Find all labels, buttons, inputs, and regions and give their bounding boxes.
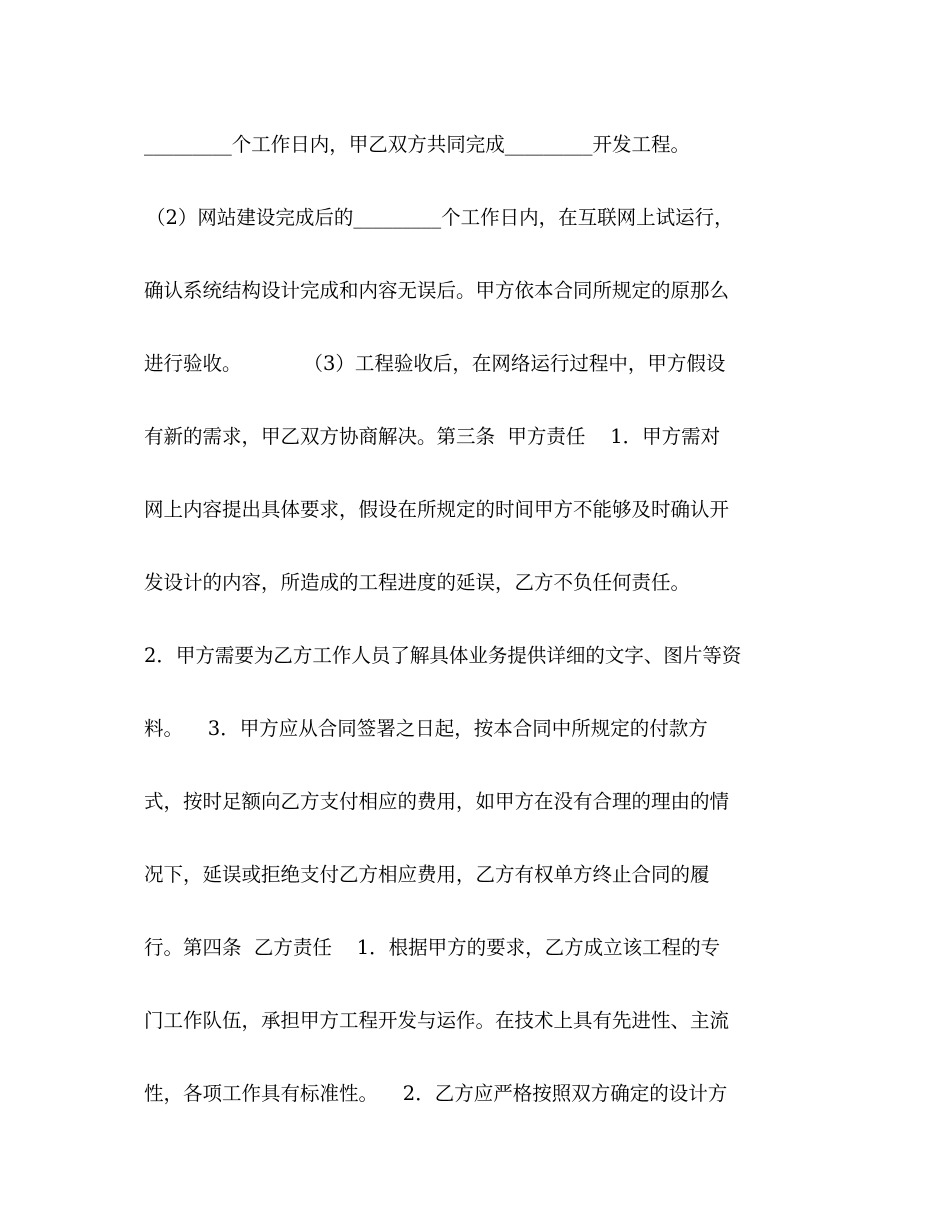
paragraph-line: 有新的需求，甲乙双方协商解决。第三条 甲方责任 1．甲方需对 [144, 425, 721, 448]
paragraph-line: （2）网站建设完成后的_________个工作日内，在互联网上试运行， [146, 206, 734, 229]
paragraph-line: _________个工作日内，甲乙双方共同完成_________开发工程。 [144, 133, 691, 156]
paragraph-line: 行。第四条 乙方责任 1．根据甲方的要求，乙方成立该工程的专 [144, 936, 721, 959]
paragraph-line: 式，按时足额向乙方支付相应的费用，如甲方在没有合理的理由的情 [144, 790, 730, 813]
paragraph-line: 2．甲方需要为乙方工作人员了解具体业务提供详细的文字、图片等资 [144, 644, 742, 667]
paragraph-line: 进行验收。 （3）工程验收后，在网络运行过程中，甲方假设 [144, 352, 726, 375]
paragraph-line: 性，各项工作具有标准性。 2．乙方应严格按照双方确定的设计方 [144, 1082, 728, 1105]
paragraph-line: 门工作队伍，承担甲方工程开发与运作。在技术上具有先进性、主流 [144, 1009, 730, 1032]
paragraph-line: 确认系统结构设计完成和内容无误后。甲方依本合同所规定的原那么 [144, 279, 730, 302]
paragraph-line: 网上内容提出具体要求，假设在所规定的时间甲方不能够及时确认开 [144, 498, 730, 521]
paragraph-line: 发设计的内容，所造成的工程进度的延误，乙方不负任何责任。 [144, 571, 691, 594]
paragraph-line: 料。 3．甲方应从合同签署之日起，按本合同中所规定的付款方 [144, 717, 708, 740]
paragraph-line: 况下，延误或拒绝支付乙方相应费用，乙方有权单方终止合同的履 [144, 863, 710, 886]
